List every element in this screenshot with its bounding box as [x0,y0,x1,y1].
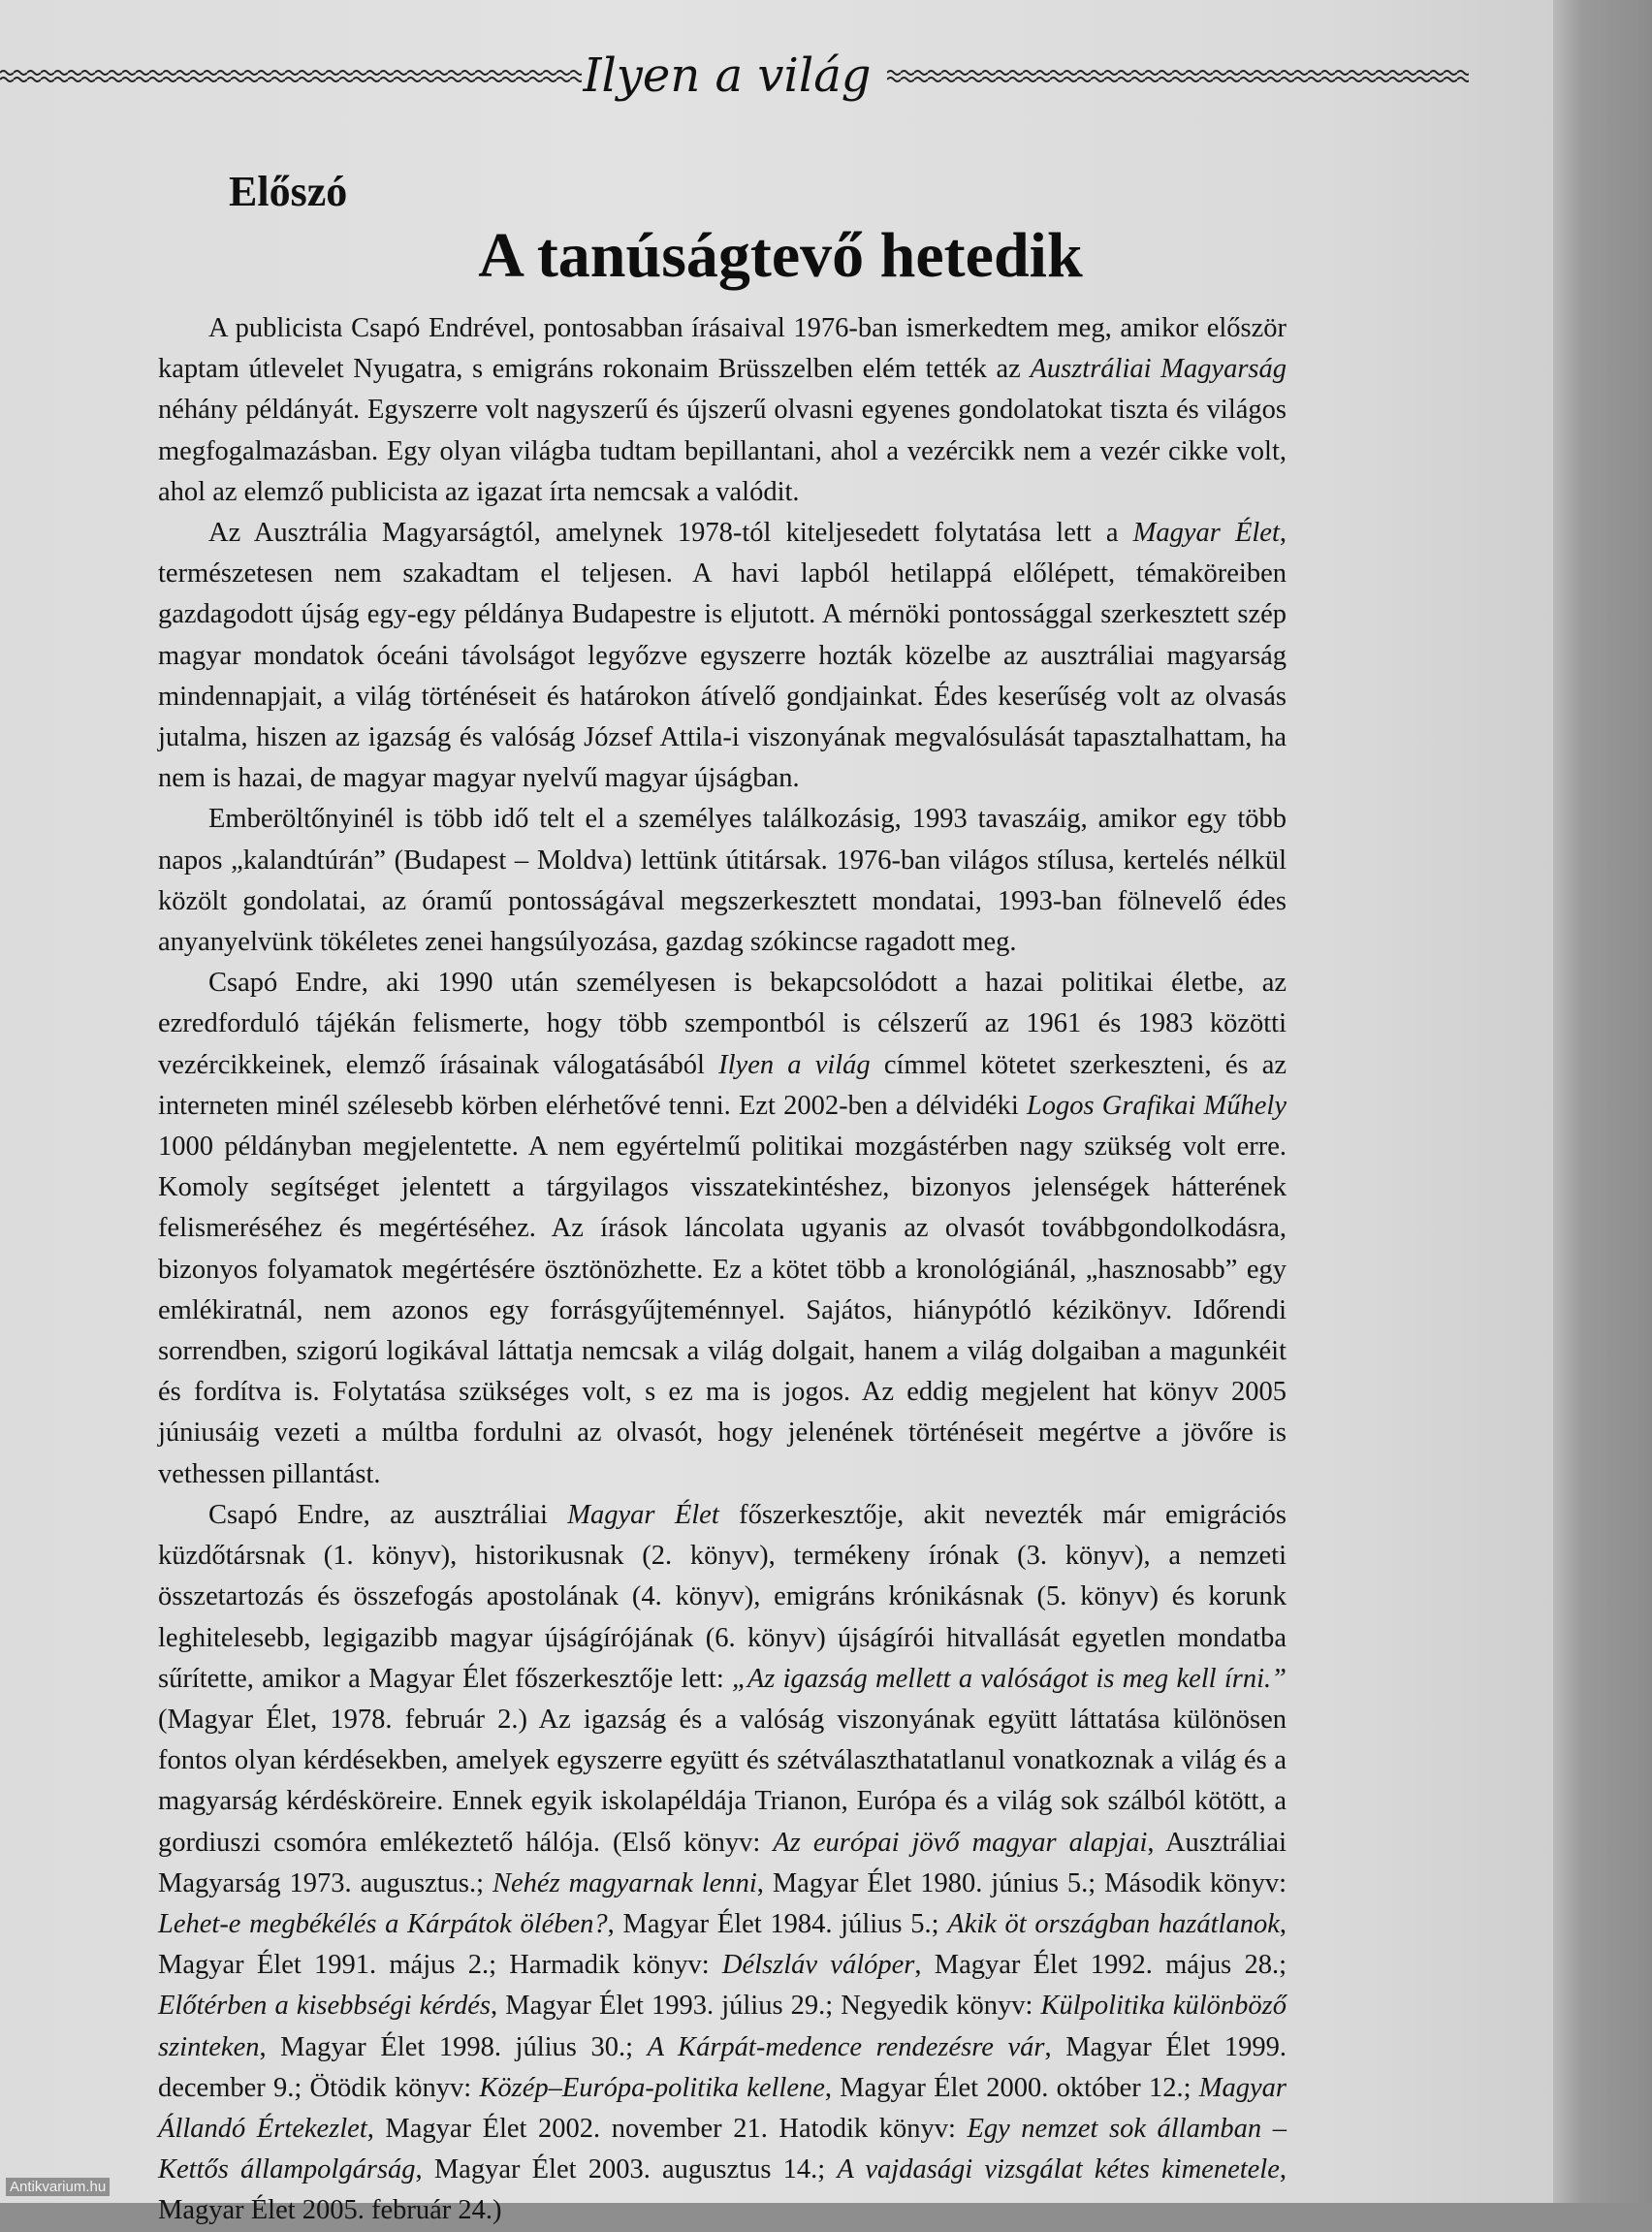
text-run: A publicista Csapó Endrével, pontosabban írásaival 1976-ban ismerkedtem meg, amikor először kaptam útlevelet Nyugatra, s emigráns rokonaim Brüsszelben elém tették az [158,313,1287,385]
italic-text-run: Az európai jövő magyar alapjai [773,1827,1148,1858]
section-label: Előszó [229,168,348,215]
italic-text-run: Külpolitika különböző szinteken [158,1991,1287,2062]
text-run: főszerkesztője, akit nevezték már emigrációs küzdőtársnak (1. könyv), historikusnak (2. könyv), termékeny írónak (3. könyv), a nemzeti összetartozás és összefogás apostolának (4. könyv), emigráns krónikásnak (5. könyv) és korunk leghitelesebb, legigazibb magyar újságírójának (6. könyv) újságírói hitvallását egyetlen mondatba sűrítette, amikor a Magyar Élet főszerkesztője lett: [158,1499,1287,1694]
paragraph [158,513,1287,799]
text-run: , Magyar Élet 2002. november 21. Hatodik könyv: [366,2113,968,2144]
paragraph [158,799,1287,963]
text-run: , Magyar Élet 1998. július 30.; [259,2031,648,2062]
italic-text-run: Akik öt országban hazátlanok [947,1908,1280,1939]
text-run: , Magyar Élet 1999. december 9.; Ötödik könyv: [158,2031,1287,2103]
text-run: , Magyar Élet 2005. február 24.) [158,2154,1287,2226]
header-title: Ilyen a világ [583,48,872,103]
running-header [0,37,1454,114]
text-run: , Magyar Élet 1993. július 29.; Negyedik könyv: [491,1991,1041,2022]
text-run: , Magyar Élet 1984. július 5.; [607,1908,948,1939]
text-run: , Magyar Élet 1980. június 5.; Második könyv: [756,1867,1287,1898]
italic-text-run: A Kárpát-medence rendezésre vár [647,2031,1045,2062]
italic-text-run: Délszláv válóper [721,1950,915,1981]
text-run: , Magyar Élet 1991. május 2.; Harmadik könyv: [158,1908,1287,1981]
italic-text-run: A vajdasági vizsgálat kétes kimenetele [837,2154,1280,2185]
text-run: , Ausztráliai Magyarság 1973. augusztus.; [158,1827,1287,1898]
italic-text-run: Közép–Európa-politika kellene [479,2072,825,2103]
italic-text-run: Előtérben a kisebbségi kérdés [158,1991,491,2022]
italic-text-run: Nehéz magyarnak lenni [492,1867,757,1898]
text-run: Csapó Endre, az ausztráliai [208,1499,568,1530]
text-run: Az Ausztrália Magyarságtól, amelynek 1978-tól kiteljesedett folytatása lett a [208,518,1133,549]
text-run: , Magyar Élet 1992. május 28.; [914,1950,1287,1981]
main-title: A tanúságtevő hetedik [478,220,1083,291]
italic-text-run: Egy nemzet sok államban – Kettős állampolgárság [158,2113,1287,2185]
text-run: 1000 példányban megjelentette. A nem egyértelmű politikai mozgástérben nagy szükség volt erre. Komoly segítséget jelentett a tárgyilagos visszatekintéshez, bizonyos jelenségek hátterének felismeréséhez és megértéséhez. Az írások láncolata ugyanis az olvasót továbbgondolkodásra, bizonyos folyamatok megértésére ösztönözhette. Ez a kötet több a kronológiánál, „hasznosabb” egy emlékiratnál, nem azonos egy forrásgyűjteménnyel. Sajátos, hiánypótló kézikönyv. Időrendi sorrendben, szigorú logikával láttatja nemcsak a világ dolgait, hanem a világ dolgaiban a magunkéit és fordítva is. Folytatása szükséges volt, s ez ma is jogos. Az eddig megjelent hat könyv 2005 júniusáig vezeti a múltba fordulni az olvasót, hogy jelenének történéseit megértve a jövőre is vethessen pillantást. [158,1132,1287,1489]
text-run: , Magyar Élet 2003. augusztus 14.; [415,2154,838,2185]
italic-text-run: Lehet-e megbékélés a Kárpátok ölében? [158,1908,608,1939]
text-run: , Magyar Élet 2000. október 12.; [824,2072,1199,2103]
italic-text-run: Logos Grafikai Műhely [1026,1090,1287,1121]
text-run: címmel kötetet szerkeszteni, és az interneten minél szélesebb körben elérhetővé tenni. Ezt 2002-ben a délvidéki [158,1049,1287,1121]
page-edge-background [1553,0,1652,2203]
header-wave-left [0,66,567,85]
watermark: Antikvarium.hu [6,2178,110,2196]
paragraph [158,1495,1287,2232]
text-run: , természetesen nem szakadtam el teljesen. A havi lapból hetilappá előlépett, témaköreiben gazdagodott újság egy-egy példánya Budapestre is eljutott. A mérnöki pontossággal szerkesztett szép magyar mondatok óceáni távolságot legyőzve egyszerre hozták közelbe az ausztráliai magyarság mindennapjait, a világ történéseit és határokon átívelő gondjainkat. Édes keserűség volt az olvasás jutalma, hiszen az igazság és valóság József Attila-i viszonyának megvalósulását tapasztalhattam, ha nem is hazai, de magyar magyar nyelvű magyar újságban. [158,518,1287,794]
header-wave-right [887,66,1454,85]
italic-text-run: Ilyen a világ [718,1049,871,1080]
paragraph [158,308,1287,513]
text-run: Csapó Endre, aki 1990 után személyesen is bekapcsolódott a hazai politikai életbe, az ezredforduló tájékán felismerte, hogy több szempontból is célszerű az 1961 és 1983 közötti vezércikkeinek, elemző írásainak válogatásából [158,968,1287,1080]
italic-text-run: Magyar Állandó Értekezlet [158,2072,1287,2144]
italic-text-run: Magyar Élet [1132,518,1280,549]
text-run: Emberöltőnyinél is több idő telt el a személyes találkozásig, 1993 tavaszáig, amikor egy több napos „kalandtúrán” (Budapest – Moldva) lettünk útitársak. 1976-ban világos stílusa, kertelés nélkül közölt gondolatai, az óramű pontosságával megszerkesztett mondatai, 1993-ban fölnevelő édes anyanyelvünk tökéletes zenei hangsúlyozása, gazdag szókincse ragadott meg. [158,804,1287,958]
text-run: (Magyar Élet, 1978. február 2.) Az igazság és a valóság viszonyának együtt láttatása különösen fontos olyan kérdésekben, amelyek egyszerre együtt és szétválaszthatatlanul vonatkoznak a világ és a magyarság kérdésköreire. Ennek egyik iskolapéldája Trianon, Európa és a világ sok szálból kötött, a gordiuszi csomóra emlékeztető hálója. (Első könyv: [158,1704,1287,1858]
text-run: néhány példányát. Egyszerre volt nagyszerű és újszerű olvasni egyenes gondolatokat tiszta és világos megfogalmazásban. Egy olyan világba tudtam bepillantani, ahol a vezércikk nem a vezér cikke volt, ahol az elemző publicista az igazat írta nemcsak a valódit. [158,395,1287,507]
body-text [158,308,1287,2232]
paragraph [158,963,1287,1495]
italic-text-run: Magyar Élet [567,1499,719,1530]
italic-text-run: Ausztráliai Magyarság [1030,354,1287,385]
italic-text-run: „Az igazság mellett a valóságot is meg kell írni.” [732,1663,1287,1694]
